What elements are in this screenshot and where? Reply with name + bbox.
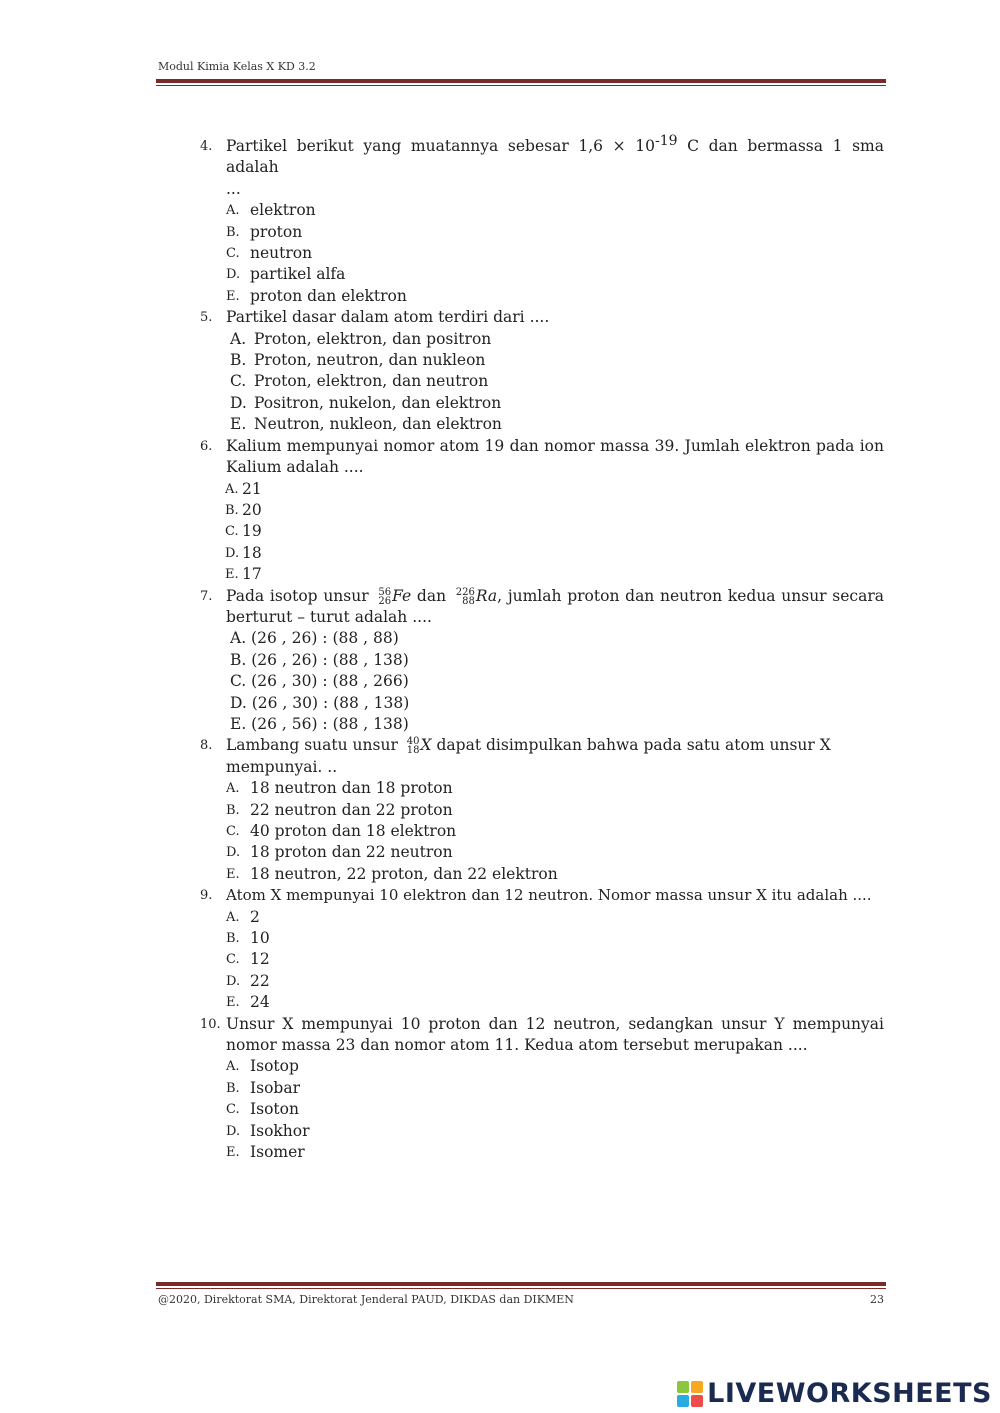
- option-d[interactable]: [226, 971, 884, 992]
- question-text: [226, 586, 884, 629]
- option-e[interactable]: E. (26 , 56) : (88 , 138): [230, 714, 409, 733]
- question-text-part: Pada isotop unsur: [226, 586, 375, 605]
- question-number: 6.: [200, 438, 213, 454]
- element-symbol: Ra: [475, 586, 498, 605]
- option-e[interactable]: [225, 564, 884, 585]
- option-text: 24: [250, 993, 270, 1012]
- option-d[interactable]: D. (26 , 30) : (88 , 138): [230, 693, 410, 712]
- option-text: Proton, elektron, dan neutron: [254, 372, 489, 391]
- footer-rule: [156, 1282, 886, 1289]
- option-c[interactable]: [226, 1099, 884, 1120]
- question-number: 4.: [200, 139, 213, 154]
- option-label: C.: [226, 246, 240, 262]
- option-label: A.: [225, 481, 239, 497]
- option-text: 40 proton dan 18 elektron: [250, 822, 457, 840]
- option-text: 22 neutron dan 22 proton: [250, 800, 453, 819]
- option-label: C.: [226, 1102, 240, 1118]
- option-c[interactable]: [226, 821, 884, 842]
- atomic-number: 18: [406, 745, 420, 757]
- question-text-part: , jumlah proton dan neutron kedua unsur secara berturut – turut adalah ....: [226, 586, 885, 626]
- option-a[interactable]: [226, 200, 884, 221]
- option-label: B.: [226, 802, 240, 818]
- options-6: [225, 479, 884, 586]
- option-e[interactable]: [230, 414, 884, 435]
- option-label: C.: [230, 372, 247, 391]
- mass-number: 40: [406, 736, 420, 748]
- option-a[interactable]: [230, 329, 884, 350]
- question-text: Kalium mempunyai nomor atom 19 dan nomor massa 39. Jumlah elektron pada ion Kalium adalah ....: [226, 436, 884, 477]
- options-10: [226, 1056, 884, 1163]
- option-b[interactable]: [225, 500, 884, 521]
- option-d[interactable]: [226, 842, 884, 863]
- option-text: 21: [242, 479, 262, 498]
- question-6: [200, 436, 884, 479]
- option-text: elektron: [250, 201, 316, 220]
- question-9: [200, 885, 884, 906]
- option-label: C.: [225, 524, 239, 540]
- question-number: 7.: [200, 588, 213, 604]
- option-label: E.: [225, 567, 239, 583]
- option-text: 18 proton dan 22 neutron: [250, 843, 453, 862]
- options-7: [230, 628, 884, 735]
- question-number: 9.: [200, 888, 213, 904]
- mass-number: 226: [455, 586, 475, 598]
- brand-name: LIVEWORKSHEETS: [707, 1378, 992, 1409]
- atomic-number: 26: [378, 595, 392, 607]
- logo-square: [677, 1395, 689, 1407]
- options-8: [226, 778, 884, 885]
- option-label: B.: [226, 1080, 240, 1096]
- question-text: Partikel dasar dalam atom terdiri dari ....: [226, 308, 550, 327]
- question-text-part: Partikel berikut yang muatannya sebesar 1,6 × 10: [226, 137, 655, 155]
- nuclide-fe-numbers: [378, 588, 391, 606]
- option-b[interactable]: B. (26 , 26) : (88 , 138): [230, 650, 409, 669]
- page-header: Modul Kimia Kelas X KD 3.2: [158, 60, 316, 73]
- option-label: A.: [226, 1059, 240, 1075]
- option-text: partikel alfa: [250, 265, 346, 284]
- logo-square: [691, 1381, 703, 1393]
- option-a[interactable]: A. (26 , 26) : (88 , 88): [230, 629, 399, 648]
- question-text: Unsur X mempunyai 10 proton dan 12 neutron, sedangkan unsur Y mempunyai nomor massa 23 dan nomor atom 11. Kedua atom tersebut merupakan ....: [226, 1014, 884, 1055]
- option-text: Isokhor: [250, 1121, 310, 1140]
- option-text: Isoton: [250, 1100, 299, 1119]
- footer-copyright: @2020, Direktorat SMA, Direktorat Jenderal PAUD, DIKDAS dan DIKMEN: [158, 1293, 574, 1306]
- option-c[interactable]: [226, 243, 884, 264]
- question-text: [226, 132, 884, 200]
- question-number: 10.: [200, 1016, 221, 1032]
- option-label: E.: [226, 288, 240, 304]
- option-label: E.: [226, 995, 240, 1011]
- option-label: C.: [226, 824, 240, 839]
- option-text: 22: [250, 971, 270, 990]
- option-label: A.: [230, 329, 247, 348]
- option-label: A.: [226, 909, 240, 925]
- option-label: B.: [226, 224, 240, 240]
- option-text: 17: [242, 565, 262, 584]
- question-number: 8.: [200, 738, 213, 754]
- option-label: E.: [226, 866, 240, 882]
- option-label: E.: [226, 1145, 240, 1161]
- option-c[interactable]: [230, 371, 884, 392]
- option-d[interactable]: [225, 543, 884, 564]
- option-e[interactable]: [226, 1142, 884, 1163]
- option-b[interactable]: [230, 350, 884, 371]
- option-text: Isomer: [250, 1143, 305, 1162]
- option-text: 18: [242, 543, 262, 562]
- option-a[interactable]: [226, 907, 884, 928]
- question-text-part: dapat disimpulkan bahwa pada satu atom unsur X mempunyai. ..: [226, 736, 831, 776]
- option-text: 12: [250, 950, 270, 969]
- options-4: [226, 200, 884, 307]
- element-symbol: Fe: [392, 586, 412, 605]
- option-text: Positron, nukelon, dan elektron: [254, 393, 502, 412]
- logo-square: [691, 1395, 703, 1407]
- option-a[interactable]: [226, 1056, 884, 1077]
- question-number: 5.: [200, 310, 213, 326]
- option-e[interactable]: [226, 286, 884, 307]
- atomic-number: 88: [462, 595, 475, 607]
- option-d[interactable]: [226, 264, 884, 285]
- option-text: proton: [250, 222, 303, 241]
- option-label: D.: [226, 267, 241, 283]
- option-label: D.: [226, 1123, 241, 1139]
- option-b[interactable]: [226, 222, 884, 243]
- option-text: neutron: [250, 244, 313, 263]
- logo-square: [677, 1381, 689, 1393]
- option-label: C.: [226, 952, 240, 968]
- question-text-part: dan: [411, 586, 452, 605]
- question-8: [200, 735, 884, 778]
- option-text: Isobar: [250, 1078, 300, 1097]
- question-ellipsis: ...: [226, 179, 241, 198]
- nuclide-x-numbers: [407, 737, 420, 755]
- option-e[interactable]: [226, 992, 884, 1013]
- exponent: -19: [654, 132, 678, 149]
- option-d[interactable]: [226, 1121, 884, 1142]
- option-c[interactable]: C. (26 , 30) : (88 , 266): [230, 672, 409, 691]
- question-text-part: C dan bermassa 1 sma adalah: [226, 137, 884, 177]
- element-symbol: X: [420, 736, 432, 755]
- option-text: 20: [242, 500, 262, 519]
- mass-number: 56: [378, 586, 392, 598]
- nuclide-ra-numbers: [456, 588, 475, 606]
- question-4: [200, 132, 884, 200]
- option-text: 10: [250, 929, 270, 948]
- liveworksheets-logo[interactable]: [677, 1378, 992, 1409]
- question-text: [226, 735, 884, 778]
- question-7: [200, 586, 884, 629]
- option-label: D.: [226, 845, 241, 861]
- option-a[interactable]: [225, 479, 884, 500]
- option-text: Proton, elektron, dan positron: [254, 329, 492, 348]
- option-label: A.: [226, 781, 240, 797]
- option-label: B.: [230, 351, 247, 370]
- option-label: B.: [226, 931, 240, 947]
- option-label: D.: [225, 545, 240, 561]
- option-b[interactable]: [226, 1078, 884, 1099]
- option-text: 18 neutron, 22 proton, dan 22 elektron: [250, 864, 558, 883]
- question-text: Atom X mempunyai 10 elektron dan 12 neutron. Nomor massa unsur X itu adalah ....: [226, 886, 872, 905]
- header-rule: [156, 79, 886, 86]
- question-text-part: Lambang suatu unsur: [226, 736, 403, 755]
- option-e[interactable]: [226, 864, 884, 885]
- option-a[interactable]: [226, 778, 884, 799]
- option-text: Proton, neutron, dan nukleon: [254, 351, 486, 370]
- page-number: 23: [870, 1293, 884, 1306]
- option-label: E.: [230, 415, 247, 434]
- option-label: D.: [230, 393, 247, 412]
- options-9: [226, 907, 884, 1014]
- question-list: [200, 132, 885, 1164]
- option-text: 18 neutron dan 18 proton: [250, 779, 453, 798]
- option-b[interactable]: [226, 928, 884, 949]
- option-label: A.: [226, 203, 240, 219]
- option-text: 2: [250, 907, 260, 926]
- option-text: 19: [242, 522, 262, 541]
- logo-grid-icon: [677, 1381, 703, 1407]
- options-5: [230, 329, 884, 436]
- option-text: Isotop: [250, 1057, 299, 1076]
- option-label: B.: [225, 502, 239, 518]
- option-text: proton dan elektron: [250, 286, 407, 305]
- option-c[interactable]: [225, 521, 884, 542]
- option-c[interactable]: [226, 949, 884, 970]
- option-d[interactable]: [230, 393, 884, 414]
- option-label: D.: [226, 973, 241, 989]
- question-10: [200, 1014, 884, 1057]
- question-5: [200, 307, 884, 328]
- option-text: Neutron, nukleon, dan elektron: [254, 415, 502, 434]
- option-b[interactable]: [226, 800, 884, 821]
